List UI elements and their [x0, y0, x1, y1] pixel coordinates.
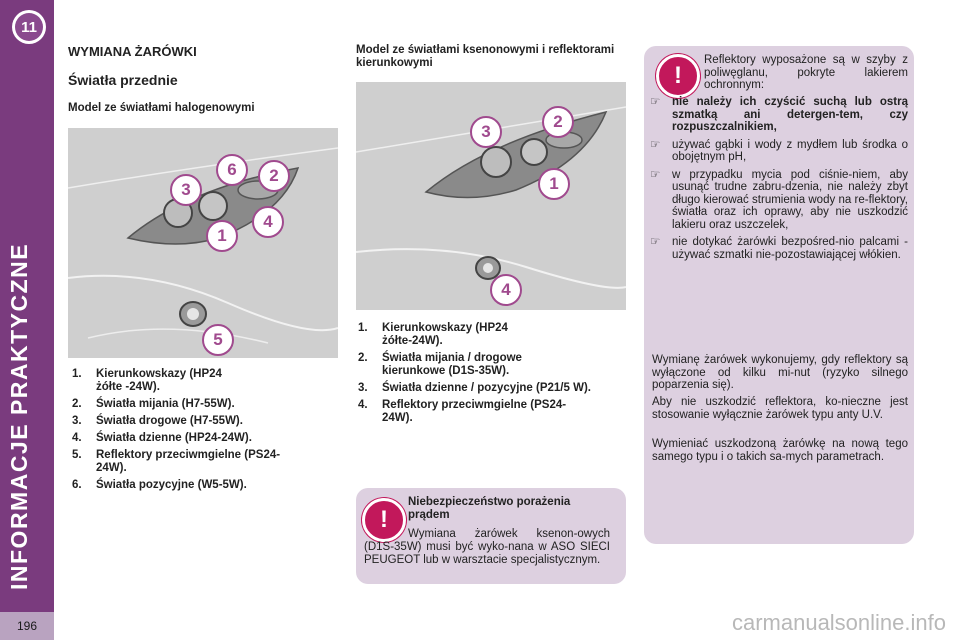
list-item: 3. Światła dzienne / pozycyjne (P21/5 W). — [358, 382, 591, 394]
xenon-model-title: Model ze światłami ksenonowymi i reflektorami kierunkowymi — [356, 44, 615, 69]
pointing-hand-icon: ☞ — [650, 236, 661, 248]
xenon-bulb-list — [358, 322, 628, 429]
list-item: 2. Światła mijania (H7-55W). — [72, 398, 235, 410]
callout-number: 4 — [252, 206, 284, 238]
pointing-hand-icon: ☞ — [650, 168, 661, 181]
list-item: ☞ używać gąbki i wody z mydłem lub środka o obojętnym pH, — [650, 138, 908, 163]
electric-shock-warning-box — [356, 488, 626, 584]
callout-number: 2 — [542, 106, 574, 138]
list-item: 3. Światła drogowe (H7-55W). — [72, 415, 243, 427]
list-item: 4. Światła dzienne (HP24-24W). — [72, 432, 252, 444]
list-item: 1. Kierunkowskazy (HP24 żółte-24W). — [358, 322, 508, 347]
info-paragraph: Wymieniać uszkodzoną żarówkę na nową tego samego typu i o takich sa-mych parametrach. — [652, 438, 908, 463]
list-item: 4. Reflektory przeciwmgielne (PS24-24W). — [358, 399, 567, 424]
chapter-badge — [12, 10, 46, 44]
callout-number: 1 — [206, 220, 238, 252]
halogen-headlamp-photo — [68, 128, 338, 358]
warning-icon: ! — [656, 54, 700, 98]
warning-icon: ! — [362, 498, 406, 542]
warning-title: Niebezpieczeństwo porażenia prądem — [408, 496, 571, 521]
section-title: WYMIANA ŻARÓWKI — [68, 44, 197, 59]
info-paragraph: Wymianę żarówek wykonujemy, gdy reflektory są wyłączone od kilku mi-nut (ryzyko silnego poparzenia się). — [652, 354, 908, 391]
callout-number: 6 — [216, 154, 248, 186]
pointing-hand-icon: ☞ — [650, 138, 661, 151]
chapter-sidebar — [0, 0, 54, 640]
page-number: 196 — [0, 612, 54, 640]
subsection-title: Światła przednie — [68, 72, 178, 88]
xenon-headlamp-photo — [356, 82, 626, 310]
list-item: ☞ nie dotykać żarówki bezpośred-nio palcami - używać szmatki nie-pozostawiającej włókien. — [650, 236, 908, 261]
list-item: ☞ nie należy ich czyścić suchą lub ostrą szmatką ani detergen-tem, czy rozpuszczalnikiem, — [650, 96, 908, 133]
list-item: 6. Światła pozycyjne (W5-5W). — [72, 479, 247, 491]
list-item: 5. Reflektory przeciwmgielne (PS24-24W). — [72, 449, 281, 474]
callout-number: 3 — [170, 174, 202, 206]
watermark: carmanualsonline.info — [731, 610, 946, 635]
halogen-bulb-list — [72, 368, 342, 496]
pointing-hand-icon: ☞ — [650, 96, 661, 108]
care-instructions-list — [650, 96, 908, 266]
list-item: ☞ w przypadku mycia pod ciśnie-niem, aby usunąć trudne zabru-dzenia, nie należy zbyt długo kierować strumienia wody na re-flektory, światła oraz ich oprawy, aby nie uszkodzić lakieru oraz uszczelek, — [650, 168, 908, 231]
list-item: 1. Kierunkowskazy (HP24 żółte -24W). — [72, 368, 222, 393]
chapter-title: INFORMACJE PRAKTYCZNE — [6, 242, 32, 590]
headlamp-care-info-box — [644, 46, 914, 544]
callout-number: 3 — [470, 116, 502, 148]
callout-number: 1 — [538, 168, 570, 200]
halogen-model-title: Model ze światłami halogenowymi — [68, 102, 255, 114]
list-item: 2. Światła mijania / drogowe kierunkowe (D1S-35W). — [358, 352, 522, 377]
info-paragraph: Aby nie uszkodzić reflektora, ko-nieczne jest stosowanie wyłącznie żarówek typu anty U.V. — [652, 396, 908, 421]
info-intro: Reflektory wyposażone są w szyby z poliwęglanu, pokryte lakierem ochronnym: — [704, 54, 908, 91]
warning-text: Wymiana żarówek ksenon-owych (D1S-35W) musi być wyko-nana w ASO SIECI PEUGEOT lub w warsztacie specjalistycznym. — [364, 528, 610, 566]
callout-number: 2 — [258, 160, 290, 192]
callout-number: 4 — [490, 274, 522, 306]
chapter-number: 11 — [15, 13, 43, 41]
callout-number: 5 — [202, 324, 234, 356]
